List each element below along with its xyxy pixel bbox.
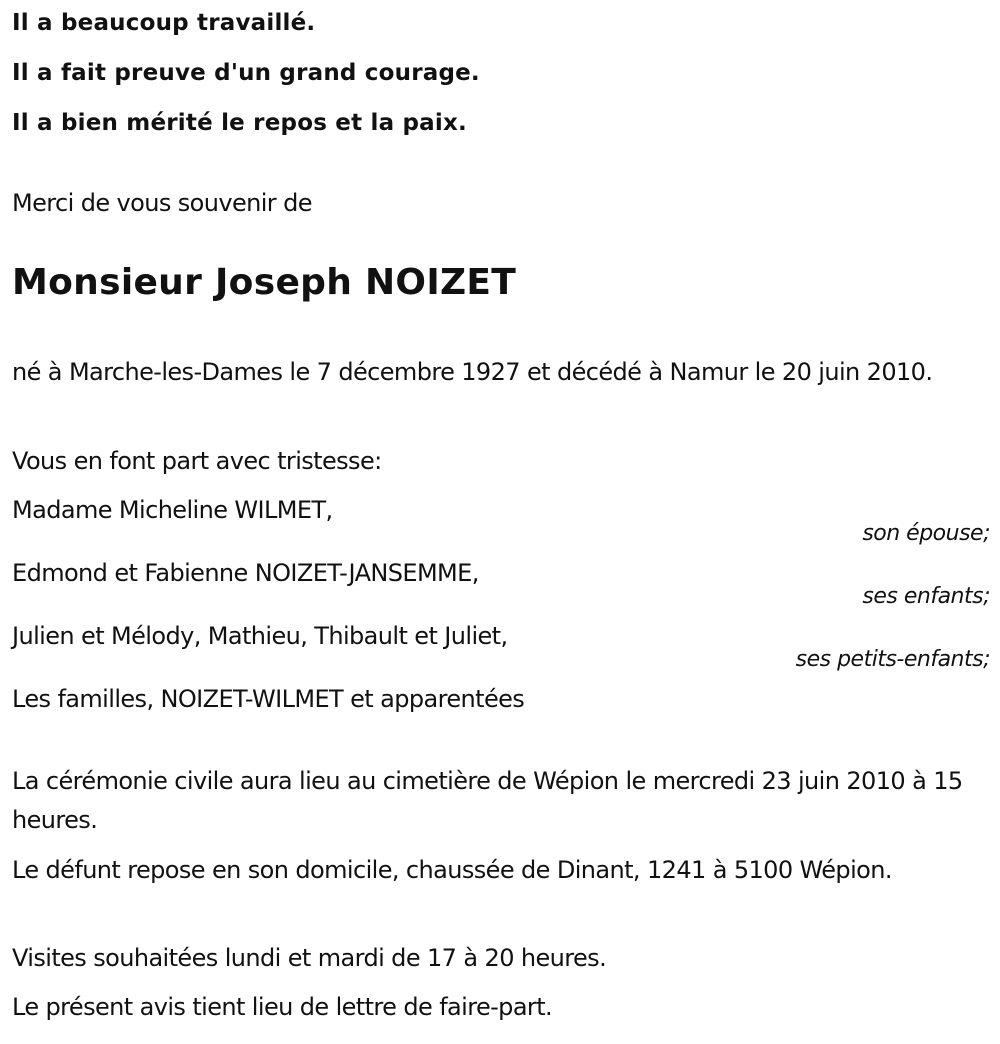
relation-spouse: son épouse; xyxy=(862,521,990,546)
closing-note: Le présent avis tient lieu de lettre de faire-part. xyxy=(12,993,553,1021)
family-member-relatives: Les familles, NOIZET-WILMET et apparentées xyxy=(12,685,525,713)
family-member-children: Edmond et Fabienne NOIZET-JANSEMME, xyxy=(12,559,479,587)
visiting-hours: Visites souhaitées lundi et mardi de 17 à 20 heures. xyxy=(12,944,607,972)
relation-grandchildren: ses petits-enfants; xyxy=(795,647,990,672)
relation-children: ses enfants; xyxy=(862,584,990,609)
family-member-grandchildren: Julien et Mélody, Mathieu, Thibault et Juliet, xyxy=(12,622,508,650)
family-member-spouse: Madame Micheline WILMET, xyxy=(12,496,333,524)
intro-text: Merci de vous souvenir de xyxy=(12,189,312,217)
verse-line-2: Il a fait preuve d'un grand courage. xyxy=(12,60,480,86)
verse-line-1: Il a beaucoup travaillé. xyxy=(12,10,316,36)
repose-location: Le défunt repose en son domicile, chaussée de Dinant, 1241 à 5100 Wépion. xyxy=(12,856,892,884)
verse-line-3: Il a bien mérité le repos et la paix. xyxy=(12,110,467,136)
announcement-text: Vous en font part avec tristesse: xyxy=(12,447,382,475)
birth-death-info: né à Marche-les-Dames le 7 décembre 1927 et décédé à Namur le 20 juin 2010. xyxy=(12,358,933,386)
ceremony-details: La cérémonie civile aura lieu au cimetière de Wépion le mercredi 23 juin 2010 à 15 heures. xyxy=(12,767,963,834)
deceased-name: Monsieur Joseph NOIZET xyxy=(12,262,517,303)
